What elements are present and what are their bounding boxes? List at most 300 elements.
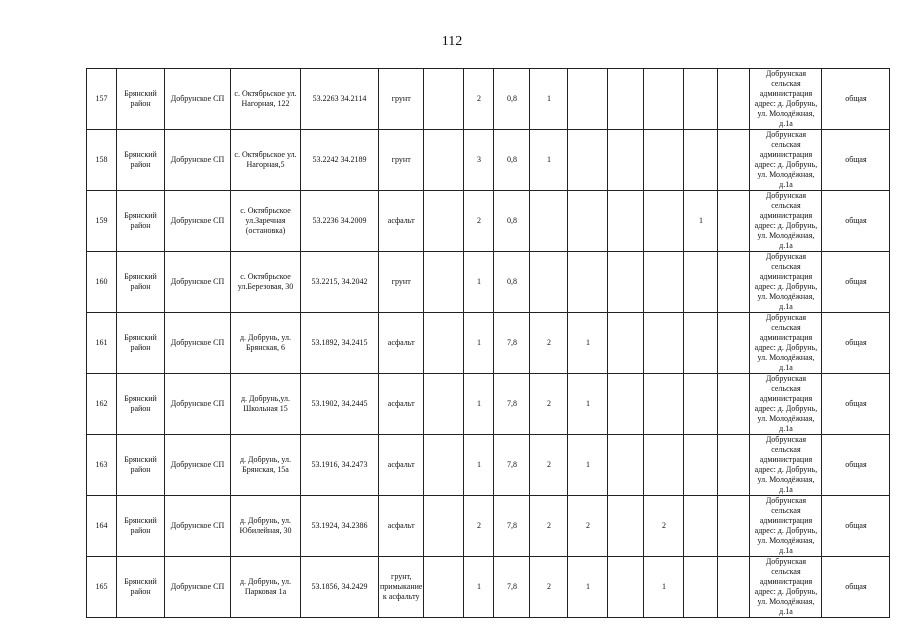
count-cell-c12 [568, 557, 608, 618]
ownership-cell [822, 313, 890, 374]
owner-address-cell-text: адрес: д. Добрунь, [754, 343, 818, 352]
count-cell-c14 [644, 313, 684, 374]
coordinates-cell [301, 69, 379, 130]
coordinates-cell-text: 53.2215, 34.2042 [311, 277, 368, 286]
count-cell-c16 [718, 374, 750, 435]
count-cell-c12 [568, 435, 608, 496]
site-address-cell-text: ул.Березовая, 30 [237, 282, 294, 291]
count-cell-c15 [684, 435, 718, 496]
count-cell-c10 [494, 313, 530, 374]
ownership-cell [822, 69, 890, 130]
owner-address-cell-text: администрация [759, 455, 813, 464]
row-number-cell-text: 164 [95, 521, 108, 530]
count-cell-c8 [424, 252, 464, 313]
count-cell-c9-text: 1 [476, 399, 481, 408]
table-row [87, 313, 890, 374]
owner-address-cell-text: администрация [759, 577, 813, 586]
count-cell-c15 [684, 130, 718, 191]
coordinates-cell-text: 53.1924, 34.2386 [311, 521, 368, 530]
owner-address-cell-text: ул. Молодёжная, д.1а [757, 597, 815, 616]
count-cell-c14-text: 2 [661, 521, 666, 530]
count-cell-c11 [530, 69, 568, 130]
ownership-cell [822, 435, 890, 496]
surface-cell-text: асфальт [387, 460, 415, 469]
count-cell-c16 [718, 557, 750, 618]
site-address-cell-text: д. Добрунь, ул. [239, 333, 292, 342]
coordinates-cell-text: 53.1902, 34.2445 [311, 399, 368, 408]
district-cell-text: район [130, 465, 151, 474]
owner-address-cell-text: адрес: д. Добрунь, [754, 526, 818, 535]
row-number-cell-text: 159 [95, 216, 108, 225]
owner-address-cell-text: ул. Молодёжная, д.1а [757, 109, 815, 128]
district-cell-text: район [130, 587, 151, 596]
district-cell [117, 252, 165, 313]
ownership-cell-text: общая [845, 216, 867, 225]
page-number: 112 [441, 34, 463, 49]
owner-address-cell-text: Добрунская сельская [765, 313, 807, 332]
district-cell [117, 435, 165, 496]
owner-address-cell [750, 130, 822, 191]
count-cell-c11-text: 2 [546, 399, 551, 408]
surface-cell [379, 557, 424, 618]
coordinates-cell [301, 191, 379, 252]
count-cell-c10 [494, 496, 530, 557]
count-cell-c10 [494, 130, 530, 191]
count-cell-c15 [684, 374, 718, 435]
count-cell-c16 [718, 435, 750, 496]
owner-address-cell-text: ул. Молодёжная, д.1а [757, 292, 815, 311]
count-cell-c13 [608, 496, 644, 557]
count-cell-c10 [494, 69, 530, 130]
site-address-cell-text: д. Добрунь, ул. [239, 516, 292, 525]
site-address-cell-text: с. Октябрьское [240, 206, 291, 215]
settlement-cell [165, 130, 231, 191]
ownership-cell-text: общая [845, 521, 867, 530]
surface-cell-text: грунт [391, 94, 411, 103]
row-number-cell-text: 162 [95, 399, 108, 408]
count-cell-c8 [424, 374, 464, 435]
site-address-cell-text: Юбилейная, 30 [239, 526, 292, 535]
count-cell-c13 [608, 435, 644, 496]
district-cell-text: Брянский [124, 516, 157, 525]
count-cell-c9 [464, 191, 494, 252]
count-cell-c10-text: 7,8 [506, 582, 517, 591]
count-cell-c10-text: 7,8 [506, 521, 517, 530]
count-cell-c9 [464, 130, 494, 191]
count-cell-c16 [718, 496, 750, 557]
table-row [87, 191, 890, 252]
count-cell-c12 [568, 252, 608, 313]
owner-address-cell [750, 252, 822, 313]
owner-address-cell-text: Добрунская сельская [765, 374, 807, 393]
district-cell-text: Брянский [124, 333, 157, 342]
count-cell-c11 [530, 191, 568, 252]
row-number-cell-text: 161 [95, 338, 108, 347]
count-cell-c9 [464, 313, 494, 374]
count-cell-c13 [608, 191, 644, 252]
site-address-cell [231, 252, 301, 313]
coordinates-cell-text: 53.1892, 34.2415 [311, 338, 368, 347]
owner-address-cell-text: Добрунская сельская [765, 557, 807, 576]
district-cell-text: район [130, 526, 151, 535]
district-cell [117, 191, 165, 252]
settlement-cell [165, 191, 231, 252]
settlement-cell-text: Добрунское СП [170, 277, 225, 286]
settlement-cell-text: Добрунское СП [170, 338, 225, 347]
owner-address-cell [750, 69, 822, 130]
count-cell-c11-text: 2 [546, 582, 551, 591]
district-cell-text: район [130, 404, 151, 413]
count-cell-c16 [718, 69, 750, 130]
settlement-cell-text: Добрунское СП [170, 216, 225, 225]
count-cell-c12-text: 1 [585, 399, 590, 408]
district-cell [117, 557, 165, 618]
ownership-cell [822, 252, 890, 313]
count-cell-c9-text: 2 [476, 216, 481, 225]
row-number-cell [87, 130, 117, 191]
owner-address-cell-text: адрес: д. Добрунь, [754, 99, 818, 108]
coordinates-cell [301, 313, 379, 374]
site-address-cell-text: с. Октябрьское ул. [234, 89, 297, 98]
count-cell-c8 [424, 557, 464, 618]
count-cell-c9 [464, 435, 494, 496]
count-cell-c9 [464, 496, 494, 557]
coordinates-cell [301, 252, 379, 313]
coordinates-cell [301, 435, 379, 496]
coordinates-cell-text: 53.1856, 34.2429 [311, 582, 368, 591]
owner-address-cell [750, 313, 822, 374]
count-cell-c10 [494, 374, 530, 435]
surface-cell-text: асфальт [387, 338, 415, 347]
district-cell-text: район [130, 99, 151, 108]
ownership-cell-text: общая [845, 94, 867, 103]
table-body [87, 69, 890, 618]
owner-address-cell [750, 557, 822, 618]
surface-cell-text: к асфальту [382, 592, 420, 601]
count-cell-c15 [684, 252, 718, 313]
count-cell-c14-text: 1 [661, 582, 666, 591]
count-cell-c10-text: 0,8 [506, 277, 517, 286]
ownership-cell [822, 130, 890, 191]
table-row [87, 496, 890, 557]
owner-address-cell-text: адрес: д. Добрунь, [754, 465, 818, 474]
settlement-cell [165, 557, 231, 618]
count-cell-c15 [684, 557, 718, 618]
row-number-cell-text: 157 [95, 94, 108, 103]
count-cell-c13 [608, 557, 644, 618]
count-cell-c9-text: 1 [476, 338, 481, 347]
count-cell-c8 [424, 313, 464, 374]
count-cell-c10-text: 0,8 [506, 155, 517, 164]
site-address-cell-text: Брянская, 15а [242, 465, 289, 474]
surface-cell [379, 130, 424, 191]
row-number-cell [87, 496, 117, 557]
count-cell-c12-text: 1 [585, 582, 590, 591]
ownership-cell-text: общая [845, 399, 867, 408]
owner-address-cell-text: адрес: д. Добрунь, [754, 282, 818, 291]
district-cell-text: Брянский [124, 394, 157, 403]
district-cell [117, 130, 165, 191]
count-cell-c10-text: 7,8 [506, 338, 517, 347]
count-cell-c11-text: 1 [546, 155, 551, 164]
count-cell-c13 [608, 313, 644, 374]
count-cell-c11 [530, 130, 568, 191]
count-cell-c15-text: 1 [698, 216, 703, 225]
count-cell-c11-text: 2 [546, 338, 551, 347]
site-address-cell-text: с. Октябрьское [240, 272, 291, 281]
site-address-cell-text: Школьная 15 [243, 404, 288, 413]
owner-address-cell-text: ул. Молодёжная, д.1а [757, 414, 815, 433]
count-cell-c10 [494, 191, 530, 252]
district-cell-text: Брянский [124, 89, 157, 98]
owner-address-cell-text: ул. Молодёжная, д.1а [757, 536, 815, 555]
ownership-cell-text: общая [845, 338, 867, 347]
count-cell-c11 [530, 496, 568, 557]
site-address-cell-text: (остановка) [245, 226, 286, 235]
site-address-cell [231, 69, 301, 130]
count-cell-c9-text: 1 [476, 582, 481, 591]
ownership-cell [822, 374, 890, 435]
coordinates-cell [301, 496, 379, 557]
owner-address-cell-text: администрация [759, 516, 813, 525]
count-cell-c11-text: 2 [546, 460, 551, 469]
owner-address-cell-text: Добрунская сельская [765, 191, 807, 210]
surface-cell-text: асфальт [387, 216, 415, 225]
count-cell-c12 [568, 374, 608, 435]
owner-address-cell [750, 435, 822, 496]
site-address-cell [231, 557, 301, 618]
count-cell-c12 [568, 313, 608, 374]
site-address-cell [231, 374, 301, 435]
row-number-cell-text: 158 [95, 155, 108, 164]
owner-address-cell-text: адрес: д. Добрунь, [754, 587, 818, 596]
surface-cell [379, 313, 424, 374]
district-cell [117, 496, 165, 557]
count-cell-c10 [494, 435, 530, 496]
count-cell-c10-text: 7,8 [506, 460, 517, 469]
surface-cell [379, 252, 424, 313]
count-cell-c16 [718, 130, 750, 191]
count-cell-c12 [568, 69, 608, 130]
count-cell-c9-text: 1 [476, 460, 481, 469]
settlement-cell [165, 374, 231, 435]
row-number-cell [87, 313, 117, 374]
owner-address-cell-text: адрес: д. Добрунь, [754, 221, 818, 230]
count-cell-c8 [424, 69, 464, 130]
count-cell-c8 [424, 191, 464, 252]
count-cell-c15 [684, 191, 718, 252]
district-cell [117, 313, 165, 374]
site-address-cell-text: ул.Заречная [245, 216, 286, 225]
owner-address-cell-text: Добрунская сельская [765, 69, 807, 88]
site-address-cell [231, 496, 301, 557]
coordinates-cell [301, 130, 379, 191]
site-address-cell-text: д. Добрунь, ул. [239, 577, 292, 586]
surface-cell [379, 191, 424, 252]
ownership-cell-text: общая [845, 582, 867, 591]
district-cell-text: Брянский [124, 455, 157, 464]
count-cell-c14 [644, 130, 684, 191]
owner-address-cell-text: Добрунская сельская [765, 435, 807, 454]
row-number-cell [87, 374, 117, 435]
surface-cell-text: асфальт [387, 399, 415, 408]
site-address-cell-text: д. Добрунь,ул. [240, 394, 291, 403]
district-cell-text: район [130, 160, 151, 169]
row-number-cell [87, 252, 117, 313]
district-cell-text: Брянский [124, 150, 157, 159]
count-cell-c12 [568, 191, 608, 252]
count-cell-c9 [464, 69, 494, 130]
count-cell-c13 [608, 374, 644, 435]
coordinates-cell [301, 557, 379, 618]
count-cell-c9-text: 2 [476, 521, 481, 530]
district-cell [117, 69, 165, 130]
table-row [87, 252, 890, 313]
ownership-cell-text: общая [845, 277, 867, 286]
owner-address-cell [750, 374, 822, 435]
count-cell-c14 [644, 374, 684, 435]
site-address-cell [231, 435, 301, 496]
ownership-cell-text: общая [845, 460, 867, 469]
owner-address-cell-text: Добрунская сельская [765, 496, 807, 515]
row-number-cell [87, 191, 117, 252]
count-cell-c13 [608, 252, 644, 313]
count-cell-c10 [494, 252, 530, 313]
site-address-cell-text: Нагорная,5 [246, 160, 285, 169]
table-row [87, 435, 890, 496]
row-number-cell [87, 435, 117, 496]
count-cell-c14 [644, 435, 684, 496]
coordinates-cell-text: 53.2263 34.2114 [312, 94, 367, 103]
count-cell-c9-text: 1 [476, 277, 481, 286]
count-cell-c11 [530, 435, 568, 496]
count-cell-c14 [644, 191, 684, 252]
site-address-cell-text: Нагорная, 122 [241, 99, 290, 108]
count-cell-c10 [494, 557, 530, 618]
count-cell-c10-text: 0,8 [506, 216, 517, 225]
count-cell-c14 [644, 252, 684, 313]
count-cell-c9 [464, 557, 494, 618]
count-cell-c16 [718, 313, 750, 374]
row-number-cell-text: 160 [95, 277, 108, 286]
surface-cell-text: асфальт [387, 521, 415, 530]
settlement-cell [165, 435, 231, 496]
count-cell-c12 [568, 130, 608, 191]
surface-cell-text: грунт [391, 155, 411, 164]
row-number-cell [87, 557, 117, 618]
district-cell-text: район [130, 343, 151, 352]
count-cell-c8 [424, 496, 464, 557]
site-address-cell [231, 191, 301, 252]
waste-sites-table [86, 68, 890, 618]
count-cell-c15 [684, 496, 718, 557]
row-number-cell [87, 69, 117, 130]
owner-address-cell-text: Добрунская сельская [765, 130, 807, 149]
owner-address-cell-text: ул. Молодёжная, д.1а [757, 170, 815, 189]
district-cell-text: район [130, 221, 151, 230]
district-cell [117, 374, 165, 435]
coordinates-cell [301, 374, 379, 435]
coordinates-cell-text: 53.2242 34.2189 [312, 155, 367, 164]
settlement-cell-text: Добрунское СП [170, 460, 225, 469]
owner-address-cell-text: администрация [759, 89, 813, 98]
owner-address-cell-text: администрация [759, 211, 813, 220]
count-cell-c13 [608, 69, 644, 130]
site-address-cell [231, 130, 301, 191]
settlement-cell-text: Добрунское СП [170, 521, 225, 530]
owner-address-cell-text: ул. Молодёжная, д.1а [757, 353, 815, 372]
surface-cell [379, 69, 424, 130]
surface-cell [379, 374, 424, 435]
settlement-cell-text: Добрунское СП [170, 94, 225, 103]
settlement-cell-text: Добрунское СП [170, 155, 225, 164]
owner-address-cell [750, 191, 822, 252]
row-number-cell-text: 163 [95, 460, 108, 469]
coordinates-cell-text: 53.2236 34.2009 [312, 216, 367, 225]
count-cell-c12-text: 2 [585, 521, 590, 530]
count-cell-c9 [464, 252, 494, 313]
district-cell-text: район [130, 282, 151, 291]
count-cell-c11 [530, 252, 568, 313]
owner-address-cell-text: администрация [759, 394, 813, 403]
ownership-cell [822, 496, 890, 557]
owner-address-cell-text: ул. Молодёжная, д.1а [757, 231, 815, 250]
settlement-cell [165, 69, 231, 130]
count-cell-c13 [608, 130, 644, 191]
owner-address-cell-text: администрация [759, 272, 813, 281]
district-cell-text: Брянский [124, 211, 157, 220]
count-cell-c10-text: 7,8 [506, 399, 517, 408]
count-cell-c15 [684, 313, 718, 374]
count-cell-c8 [424, 435, 464, 496]
owner-address-cell-text: администрация [759, 150, 813, 159]
owner-address-cell-text: Добрунская сельская [765, 252, 807, 271]
ownership-cell-text: общая [845, 155, 867, 164]
ownership-cell [822, 557, 890, 618]
settlement-cell-text: Добрунское СП [170, 399, 225, 408]
waste-sites-table-container [86, 68, 890, 618]
count-cell-c11 [530, 374, 568, 435]
count-cell-c14 [644, 69, 684, 130]
owner-address-cell-text: ул. Молодёжная, д.1а [757, 475, 815, 494]
surface-cell [379, 435, 424, 496]
count-cell-c14 [644, 496, 684, 557]
settlement-cell [165, 496, 231, 557]
count-cell-c11-text: 2 [546, 521, 551, 530]
count-cell-c15 [684, 69, 718, 130]
count-cell-c12 [568, 496, 608, 557]
owner-address-cell-text: администрация [759, 333, 813, 342]
count-cell-c11 [530, 557, 568, 618]
count-cell-c9 [464, 374, 494, 435]
count-cell-c9-text: 2 [476, 94, 481, 103]
table-row [87, 374, 890, 435]
site-address-cell-text: д. Добрунь, ул. [239, 455, 292, 464]
district-cell-text: Брянский [124, 272, 157, 281]
settlement-cell [165, 252, 231, 313]
count-cell-c10-text: 0,8 [506, 94, 517, 103]
surface-cell-text: грунт [391, 277, 411, 286]
owner-address-cell-text: адрес: д. Добрунь, [754, 404, 818, 413]
count-cell-c9-text: 3 [476, 155, 481, 164]
ownership-cell [822, 191, 890, 252]
count-cell-c12-text: 1 [585, 338, 590, 347]
site-address-cell-text: Брянская, 6 [245, 343, 286, 352]
table-row [87, 557, 890, 618]
row-number-cell-text: 165 [95, 582, 108, 591]
site-address-cell [231, 313, 301, 374]
count-cell-c16 [718, 191, 750, 252]
